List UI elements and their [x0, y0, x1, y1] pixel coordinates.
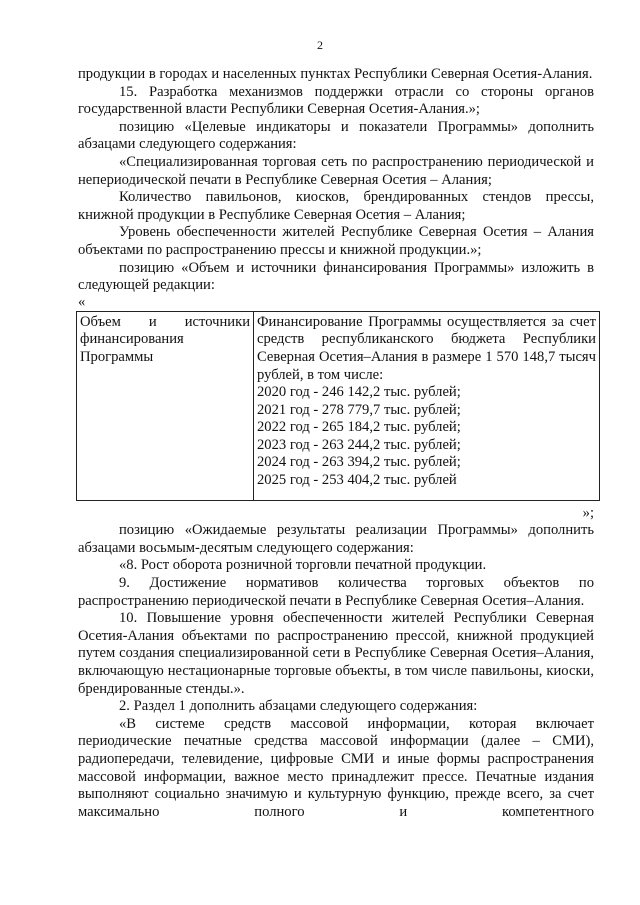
quote-close-mark: »;: [582, 504, 594, 521]
financing-year-2025: 2025 год - 253 404,2 тыс. рублей: [257, 472, 457, 489]
paragraph-results-intro: позицию «Ожидаемые результаты реализации Программы» дополнить абзацами восьмым-десятым следующего содержания:: [78, 522, 594, 556]
paragraph-indicator-level: Уровень обеспеченности жителей Республике Северная Осетия – Алания объектами по распространению прессы и книжной продукции.»;: [78, 224, 594, 258]
document-body: [78, 66, 594, 821]
paragraph-financing-intro: позицию «Объем и источники финансирования Программы» изложить в следующей редакции:: [78, 259, 594, 294]
paragraph-section-1: 2. Раздел 1 дополнить абзацами следующего содержания:: [119, 698, 478, 715]
financing-year-2021: 2021 год - 278 779,7 тыс. рублей;: [257, 401, 461, 418]
financing-label: Объем и источники финансирования Программы: [80, 313, 250, 365]
paragraph-media-system: «В системе средств массовой информации, которая включает периодические печатные средства массовой информации (далее – СМИ), радиопередачи, телевидение, цифровые СМИ и иные формы распространения массовой информации, важное место принадлежит прессе. Печатные издания выполняют социально значимую и культурную функцию, прежде всего, за счет максимально полного и компетентного: [78, 715, 594, 820]
table-row: [77, 311, 600, 500]
financing-year-2023: 2023 год - 263 244,2 тыс. рублей;: [257, 436, 461, 453]
paragraph-result-8: «8. Рост оборота розничной торговли печатной продукции.: [119, 557, 487, 574]
financing-intro: Финансирование Программы осуществляется за счет средств республиканского бюджета Республики Северная Осетия–Алания в размере 1 570 148,7 тысяч рублей, в том числе:: [257, 313, 596, 383]
paragraph-item-15: 15. Разработка механизмов поддержки отрасли со стороны органов государственной власти Республики Северная Осетия-Алания.»;: [78, 83, 594, 118]
quote-open-mark: «: [78, 293, 86, 310]
paragraph-indicator-network: «Специализированная торговая сеть по распространению периодической и непериодической печати в Республике Северная Осетия – Алания;: [78, 153, 594, 188]
financing-year-2024: 2024 год - 263 394,2 тыс. рублей;: [257, 454, 461, 471]
paragraph-result-10: 10. Повышение уровня обеспеченности жителей Республики Северная Осетия-Алания объектами по распространению прессой, книжной продукцией путем создания специализированной сети в Республике Северная Осетия–Алания, включающую нестационарные торговые объекты, в том числе павильоны, киоски, брендированные стенды.».: [78, 610, 594, 697]
financing-table: [76, 311, 600, 501]
paragraph-result-9: 9. Достижение нормативов количества торговых объектов по распространению периодической печати в Республике Северная Осетия–Алания.: [78, 575, 594, 609]
financing-year-2022: 2022 год - 265 184,2 тыс. рублей;: [257, 419, 461, 436]
paragraph-continuation: продукции в городах и населенных пунктах Республики Северная Осетия-Алания.: [78, 66, 593, 82]
table-cell-label: [77, 311, 254, 500]
paragraph-indicators-intro: позицию «Целевые индикаторы и показатели Программы» дополнить абзацами следующего содержания:: [78, 118, 594, 153]
paragraph-indicator-pavilions: Количество павильонов, киосков, брендированных стендов прессы, книжной продукции в Республике Северная Осетия – Алания;: [78, 189, 594, 223]
page-number: 2: [317, 38, 323, 52]
financing-year-2020: 2020 год - 246 142,2 тыс. рублей;: [257, 384, 461, 401]
table-cell-content: [254, 311, 600, 500]
